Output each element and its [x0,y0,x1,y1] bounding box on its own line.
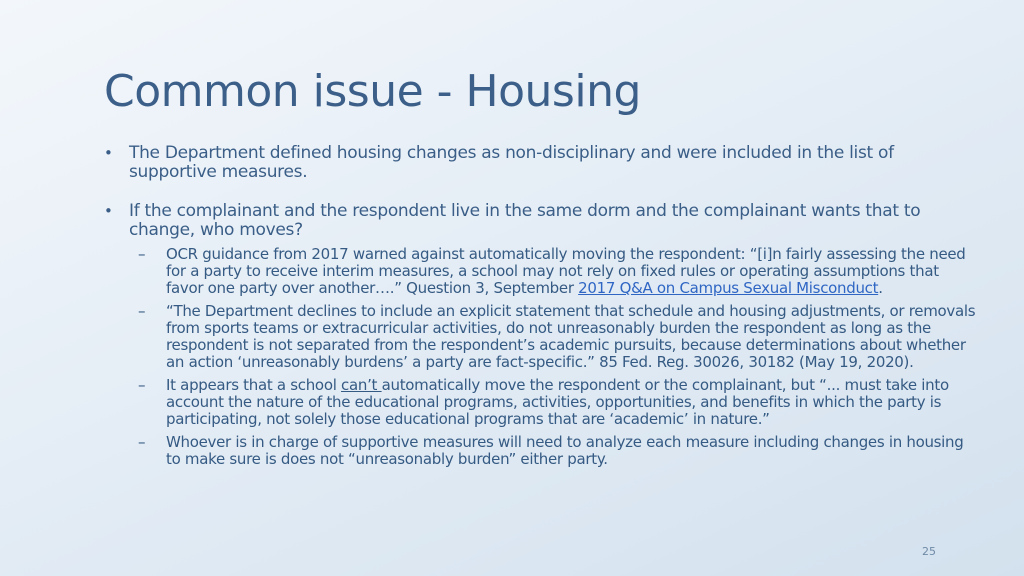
sub-bullet-item [138,434,979,468]
sub-bullet-item [138,303,979,371]
bullet-marker: • [104,144,113,162]
sub-bullet-marker: – [138,245,146,263]
bullet-item [104,202,979,240]
sub-bullet-text: “The Department declines to include an explicit statement that schedule and housing adjustments, or removals from sports teams or extracurricular activities, do not unreasonably burden the respondent as long as the respondent is not separated from the respondent’s academic pursuits, because determinations about whether an action ‘unreasonably burdens’ a party are fact-specific.” 85 Fed. Reg. 30026, 30182 (May 19, 2020). [166,302,976,371]
sub-bullet-text: OCR guidance from 2017 warned against automatically moving the respondent: “[i]n fairly assessing the need for a party to receive interim measures, a school may not rely on fixed rules or operating assumptions that favor one party over another….” Question 3, September [166,245,966,297]
bullet-item [104,144,979,182]
bullet-text: The Department defined housing changes as non-disciplinary and were included in the list of supportive measures. [129,143,894,182]
bullet-text: If the complainant and the respondent live in the same dorm and the complainant wants that to change, who moves? [129,201,921,240]
sub-bullet-marker: – [138,302,146,320]
sub-bullet-marker: – [138,376,146,394]
bullet-marker: • [104,202,113,220]
sub-bullet-marker: – [138,433,146,451]
qa-campus-misconduct-link[interactable]: 2017 Q&A on Campus Sexual Misconduct [578,279,879,297]
sub-bullet-item [138,377,979,428]
sub-bullet-text: Whoever is in charge of supportive measures will need to analyze each measure including changes in housing to make sure is does not “unreasonably burden” either party. [166,433,964,468]
sub-bullet-text-end: . [878,279,883,297]
sub-bullet-text-end: automatically move the respondent or the complainant, but “... must take into account the nature of the educational programs, activities, opportunities, and benefits in which the party is participating, not solely those educational programs that are ‘academic’ in nature.” [166,376,949,428]
slide-title: Common issue - Housing [104,66,641,117]
sub-bullet-item [138,246,979,297]
slide-number: 25 [922,545,936,558]
underlined-emphasis: can’t [341,376,382,394]
sub-bullet-text: It appears that a school [166,376,342,394]
slide-content [104,144,979,474]
